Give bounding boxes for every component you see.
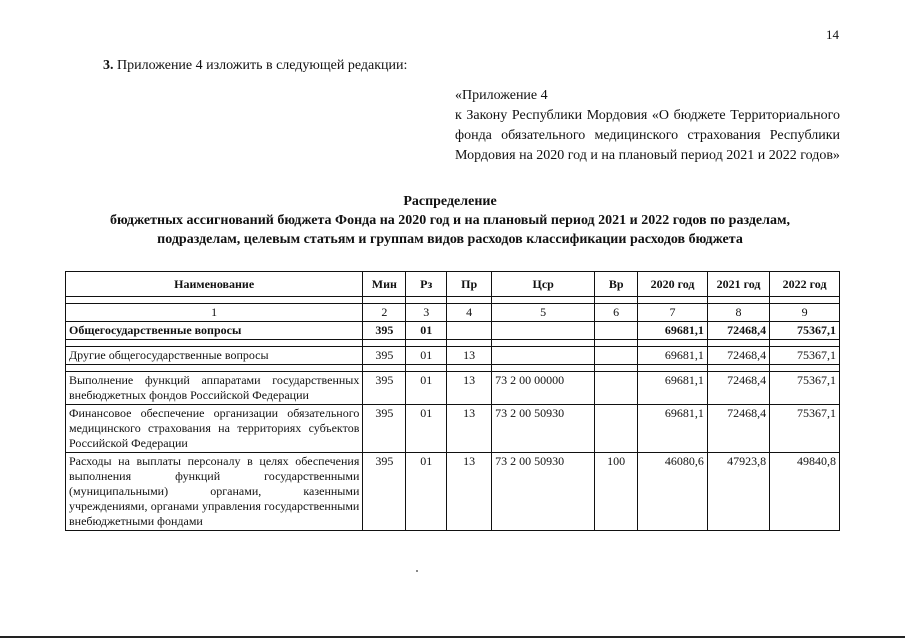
header-pr: Пр: [447, 272, 492, 297]
row-rz: 01: [406, 322, 447, 340]
row-gap: [66, 340, 840, 347]
column-number: 7: [638, 304, 708, 322]
row-2020: 69681,1: [638, 405, 708, 453]
row-name: Расходы на выплаты персоналу в целях обеспечения выполнения функций государственными (муниципальными) органами, казенными учреждениями, органами управления государственными внебюджетными фондами: [66, 453, 363, 531]
row-name: Другие общегосударственные вопросы: [66, 347, 363, 365]
row-min: 395: [363, 372, 406, 405]
scan-speck: [416, 570, 418, 572]
annex-title: «Приложение 4: [455, 88, 548, 103]
row-min: 395: [363, 453, 406, 531]
row-2020: 69681,1: [638, 372, 708, 405]
row-vr: [595, 405, 638, 453]
row-csr: [492, 347, 595, 365]
row-2021: 72468,4: [707, 322, 769, 340]
row-name: Общегосударственные вопросы: [66, 322, 363, 340]
header-rz: Рз: [406, 272, 447, 297]
heading-line-1: Распределение: [403, 194, 497, 209]
row-rz: 01: [406, 347, 447, 365]
annex-law-reference: к Закону Республики Мордовия «О бюджете Территориального фонда обязательного медицинского страхования Республики Мордовия на 2020 год и на плановый период 2021 и 2022 годов»: [455, 108, 840, 163]
table-row: [66, 322, 840, 340]
column-number: 3: [406, 304, 447, 322]
row-vr: [595, 322, 638, 340]
column-number: 1: [66, 304, 363, 322]
row-2021: 72468,4: [707, 347, 769, 365]
row-2022: 49840,8: [770, 453, 840, 531]
column-number: 5: [492, 304, 595, 322]
row-2020: 46080,6: [638, 453, 708, 531]
table-row: [66, 347, 840, 365]
intro-text: Приложение 4 изложить в следующей редакции:: [113, 58, 408, 73]
row-pr: 13: [447, 372, 492, 405]
row-pr: 13: [447, 347, 492, 365]
row-2022: 75367,1: [770, 372, 840, 405]
row-vr: [595, 372, 638, 405]
intro-number: 3.: [103, 58, 114, 73]
row-csr: 73 2 00 00000: [492, 372, 595, 405]
table-header-row: [66, 272, 840, 297]
header-min: Мин: [363, 272, 406, 297]
column-number-row: [66, 304, 840, 322]
table-row: [66, 405, 840, 453]
column-number: 8: [707, 304, 769, 322]
header-2021: 2021 год: [707, 272, 769, 297]
row-pr: 13: [447, 405, 492, 453]
header-name: Наименование: [66, 272, 363, 297]
row-csr: [492, 322, 595, 340]
row-csr: 73 2 00 50930: [492, 453, 595, 531]
page-bottom-edge: [0, 636, 905, 638]
header-gap-row: [66, 297, 840, 304]
row-min: 395: [363, 405, 406, 453]
table-row: [66, 453, 840, 531]
budget-table: [65, 271, 840, 531]
row-2022: 75367,1: [770, 322, 840, 340]
column-number: 2: [363, 304, 406, 322]
table-heading: [60, 192, 840, 249]
row-2021: 72468,4: [707, 405, 769, 453]
annex-reference: [455, 86, 840, 166]
row-2022: 75367,1: [770, 347, 840, 365]
row-2022: 75367,1: [770, 405, 840, 453]
row-2020: 69681,1: [638, 322, 708, 340]
row-pr: 13: [447, 453, 492, 531]
row-vr: 100: [595, 453, 638, 531]
header-csr: Цср: [492, 272, 595, 297]
row-vr: [595, 347, 638, 365]
table-row: [66, 372, 840, 405]
intro-paragraph: [103, 58, 407, 74]
column-number: 9: [770, 304, 840, 322]
row-name: Финансовое обеспечение организации обязательного медицинского страхования на территориях субъектов Российской Федерации: [66, 405, 363, 453]
row-name: Выполнение функций аппаратами государственных внебюджетных фондов Российской Федерации: [66, 372, 363, 405]
heading-line-2: бюджетных ассигнований бюджета Фонда на 2020 год и на плановый период 2021 и 2022 годов по разделам,: [109, 213, 791, 228]
row-pr: [447, 322, 492, 340]
row-2020: 69681,1: [638, 347, 708, 365]
header-2020: 2020 год: [638, 272, 708, 297]
column-number: 4: [447, 304, 492, 322]
header-2022: 2022 год: [770, 272, 840, 297]
row-csr: 73 2 00 50930: [492, 405, 595, 453]
row-2021: 47923,8: [707, 453, 769, 531]
heading-line-3: подразделам, целевым статьям и группам видов расходов классификации расходов бюджета: [157, 232, 743, 247]
row-rz: 01: [406, 453, 447, 531]
page-number: 14: [826, 27, 839, 42]
row-gap: [66, 365, 840, 372]
row-min: 395: [363, 347, 406, 365]
row-min: 395: [363, 322, 406, 340]
row-2021: 72468,4: [707, 372, 769, 405]
header-vr: Вр: [595, 272, 638, 297]
column-number: 6: [595, 304, 638, 322]
row-rz: 01: [406, 405, 447, 453]
row-rz: 01: [406, 372, 447, 405]
